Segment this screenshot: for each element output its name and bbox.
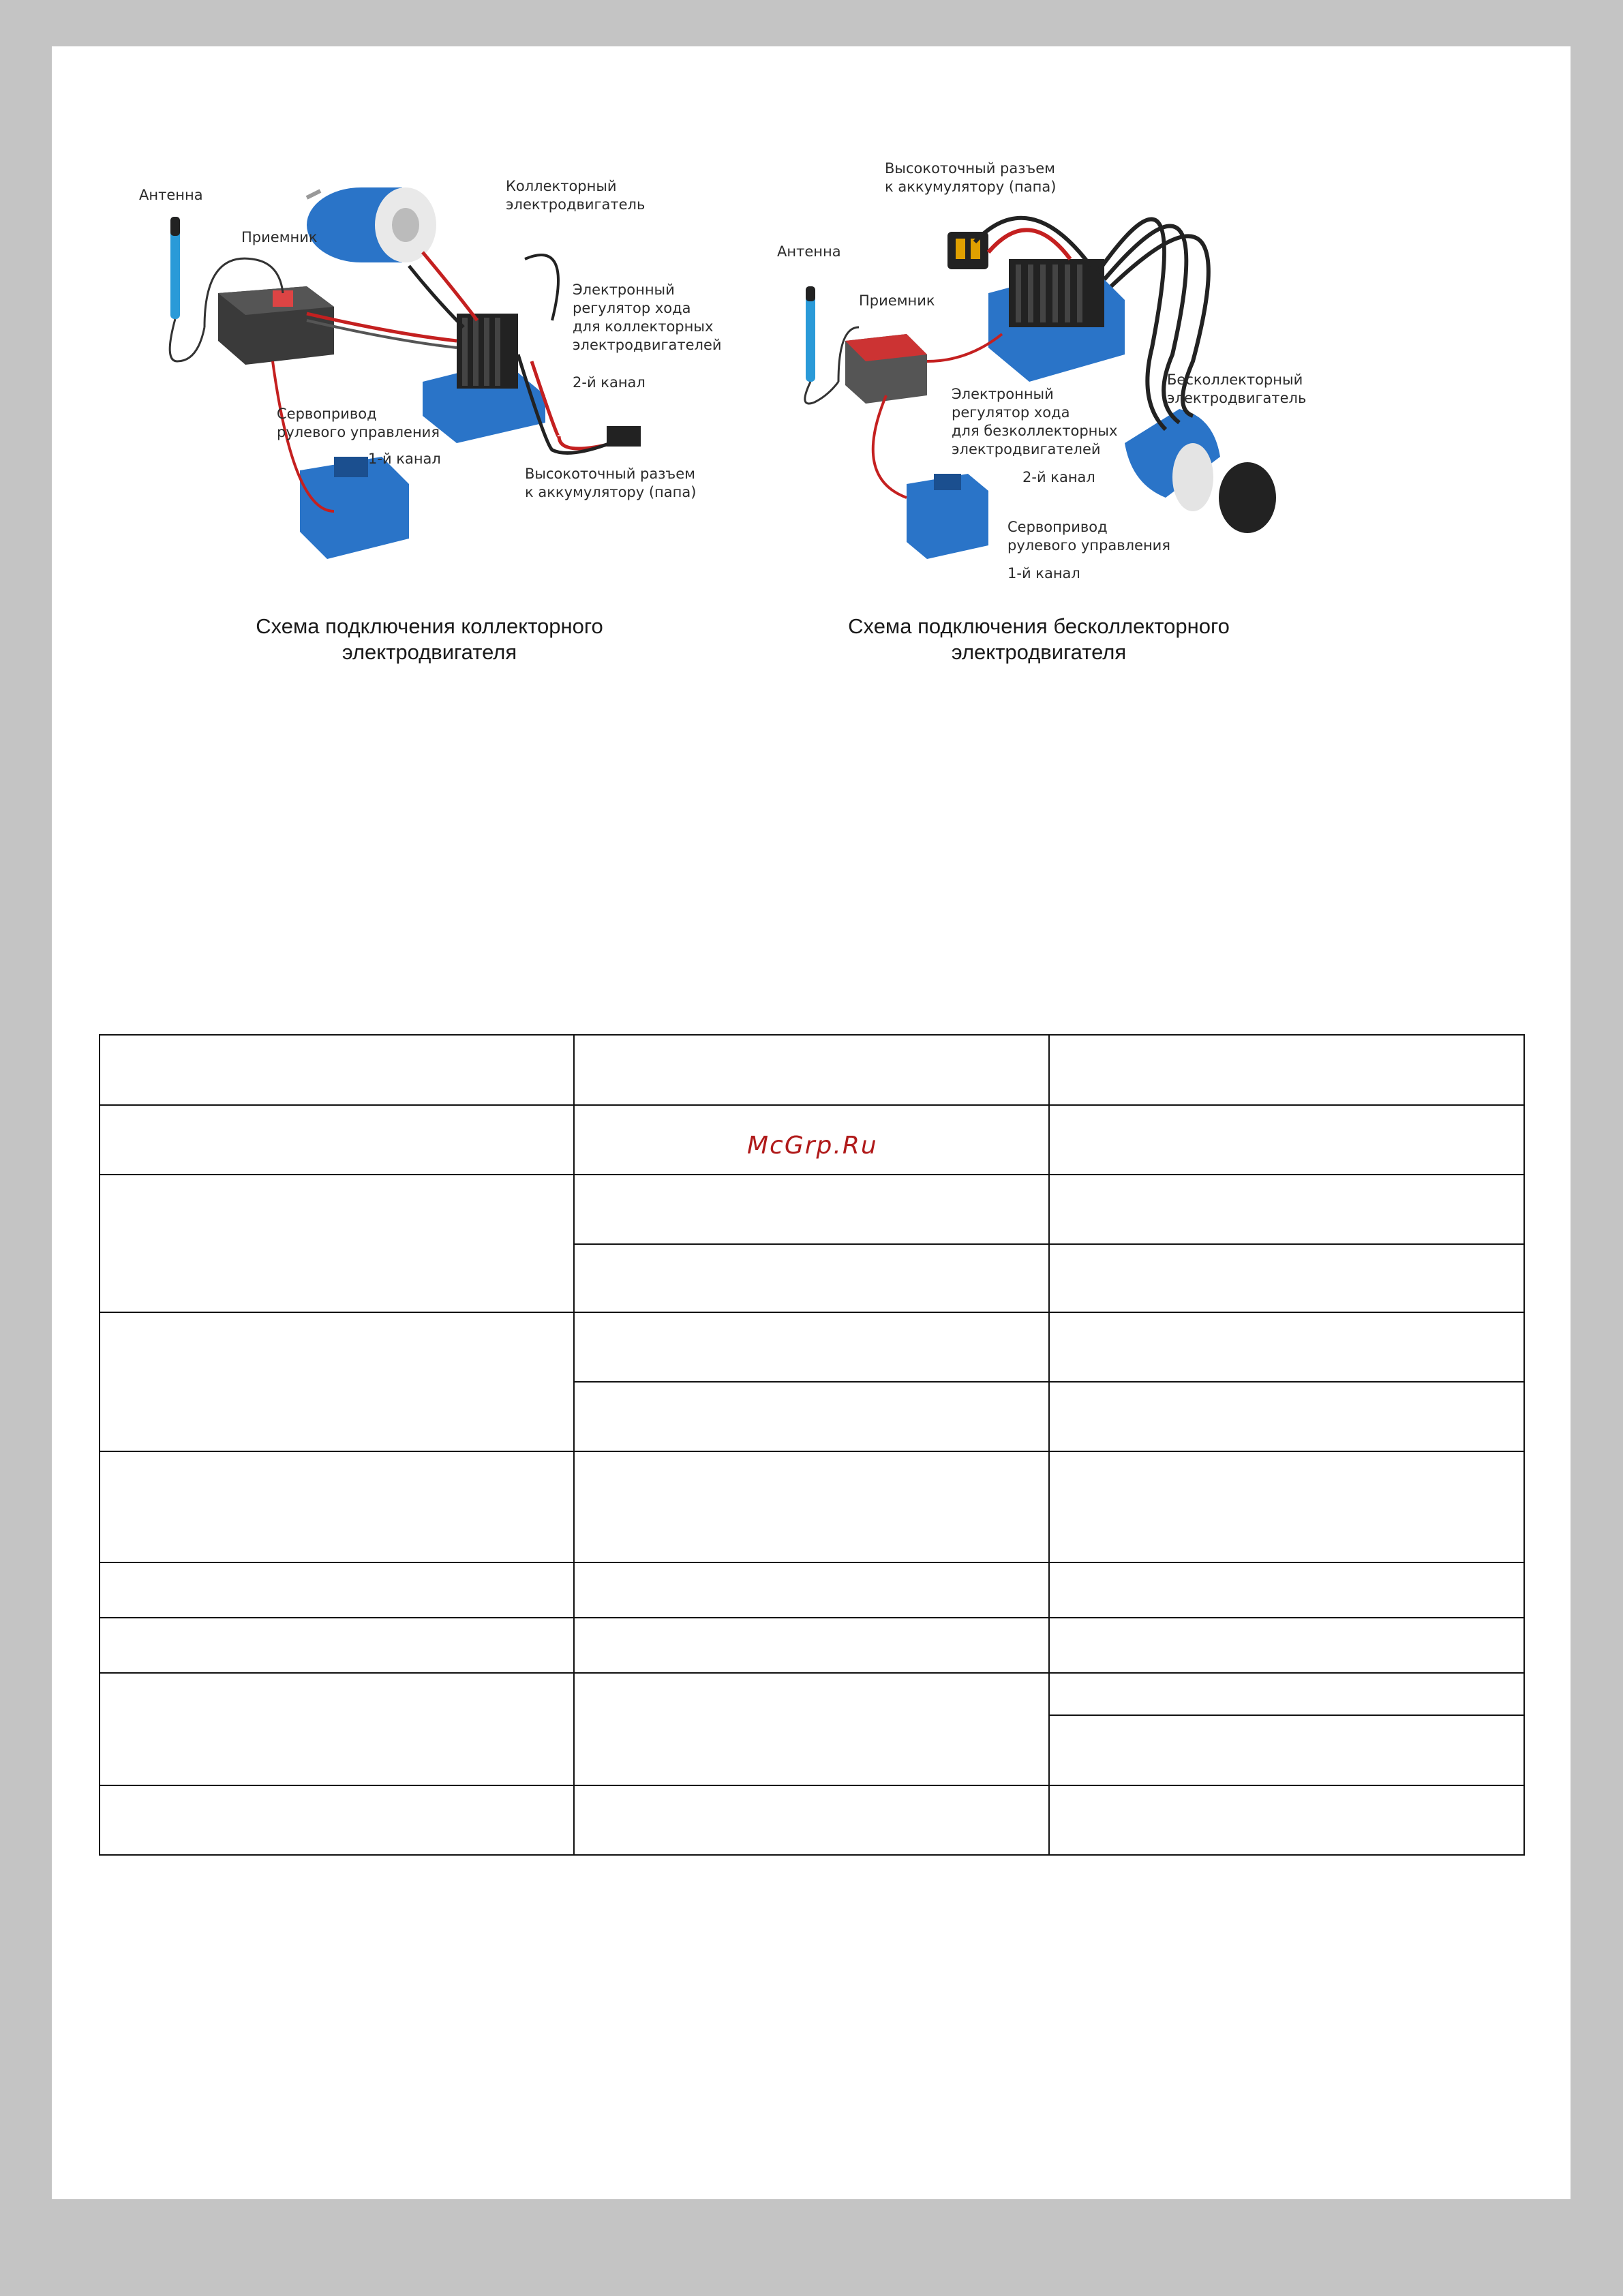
table-cell: [99, 1617, 575, 1674]
table-cell: [1048, 1381, 1525, 1452]
table-cell: [99, 1104, 575, 1175]
table-cell: [1048, 1715, 1525, 1786]
label-motor: Бесколлекторный электродвигатель: [1167, 372, 1307, 406]
table-cell: [573, 1034, 1050, 1106]
table-cell: [99, 1672, 575, 1786]
receiver-icon: [204, 258, 334, 365]
caption-brushless: Схема подключения бесколлекторного электродвигателя: [848, 614, 1230, 664]
receiver-icon: [838, 327, 927, 404]
label-receiver: Приемник: [859, 292, 935, 309]
label-connector: Высокоточный разъем к аккумулятору (папа): [525, 466, 697, 500]
caption-brushed: Схема подключения коллекторного электродвигателя: [256, 614, 603, 664]
table-cell: [573, 1312, 1050, 1383]
table-cell: [99, 1562, 575, 1618]
label-channel-1: 1-й канал: [1007, 565, 1080, 581]
table-cell: [573, 1672, 1050, 1786]
table-cell: [1048, 1785, 1525, 1856]
table-cell: [573, 1451, 1050, 1563]
antenna-icon: [805, 286, 838, 404]
table-cell: [573, 1243, 1050, 1313]
label-channel-2: 2-й канал: [1022, 469, 1095, 485]
table-cell: [1048, 1562, 1525, 1618]
label-receiver: Приемник: [241, 229, 318, 245]
table-cell: [1048, 1672, 1525, 1716]
servo-icon: [300, 457, 409, 559]
table-cell: [99, 1451, 575, 1563]
label-servo: Сервопривод рулевого управления: [1007, 519, 1170, 554]
table-cell: [573, 1174, 1050, 1245]
brushed-motor-diagram: [136, 157, 736, 586]
table-cell: [1048, 1312, 1525, 1383]
label-servo: Сервопривод рулевого управления: [277, 406, 440, 440]
table-cell: [99, 1785, 575, 1856]
table-cell: [1048, 1174, 1525, 1245]
table-cell: [99, 1174, 575, 1313]
brushless-motor-icon: [1125, 409, 1276, 533]
servo-icon: [907, 474, 988, 559]
table-cell: [1048, 1104, 1525, 1175]
label-connector: Высокоточный разъем к аккумулятору (папа): [885, 160, 1057, 195]
label-esc: Электронный регулятор хода для коллекторных электродвигателей: [573, 282, 722, 353]
watermark-text: McGrp.Ru: [747, 1132, 878, 1160]
table-cell: [1048, 1034, 1525, 1106]
table-cell: [573, 1562, 1050, 1618]
label-channel-2: 2-й канал: [573, 374, 646, 391]
antenna-icon: [170, 217, 204, 361]
label-antenna: Антенна: [139, 187, 203, 203]
label-motor: Коллекторный электродвигатель: [506, 178, 646, 213]
label-channel-1: 1-й канал: [368, 451, 441, 467]
brushed-motor-icon: [307, 187, 436, 262]
table-cell: [573, 1785, 1050, 1856]
table-cell: [1048, 1451, 1525, 1563]
label-esc: Электронный регулятор хода для безколлекторных электродвигателей: [952, 386, 1118, 457]
table-cell: [99, 1312, 575, 1452]
table-cell: [99, 1034, 575, 1106]
table-cell: [1048, 1243, 1525, 1313]
table-cell: [573, 1381, 1050, 1452]
table-cell: [573, 1617, 1050, 1674]
table-cell: [1048, 1617, 1525, 1674]
label-antenna: Антенна: [777, 243, 841, 260]
